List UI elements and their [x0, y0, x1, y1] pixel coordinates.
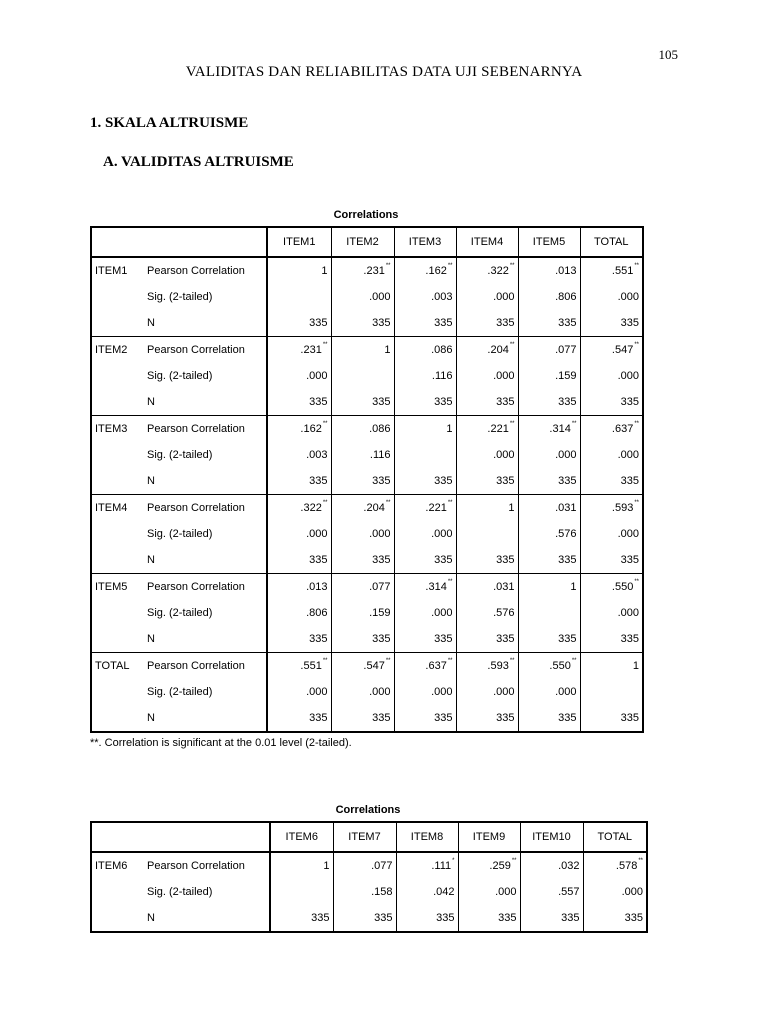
value-cell: 335: [580, 389, 643, 416]
value-cell: .000: [394, 600, 456, 626]
value-cell: 335: [518, 626, 580, 653]
value-cell: [267, 416, 331, 443]
value-cell: 335: [331, 547, 394, 574]
value-cell: 335: [458, 905, 520, 932]
coefficient-value: .111: [431, 860, 452, 872]
statistic-label: Pearson Correlation: [144, 653, 267, 680]
value-cell: [331, 337, 394, 364]
value-cell: [456, 653, 518, 680]
value-cell: .806: [267, 600, 331, 626]
coefficient-value: .314: [425, 581, 447, 593]
value-cell: .000: [580, 600, 643, 626]
value-cell: .000: [518, 442, 580, 468]
value-cell: .000: [331, 284, 394, 310]
value-cell: [270, 852, 333, 879]
value-cell: 335: [580, 705, 643, 732]
statistic-label: N: [144, 468, 267, 495]
significance-marker: **: [322, 342, 328, 348]
table-row: [91, 495, 643, 522]
significance-marker: **: [385, 500, 391, 506]
value-cell: .159: [331, 600, 394, 626]
value-cell: [580, 257, 643, 284]
significance-marker: **: [638, 858, 643, 864]
correlations-table-2: [90, 821, 648, 933]
significance-marker: *: [452, 858, 455, 864]
value-cell: .000: [267, 363, 331, 389]
row-variable-label: ITEM1: [91, 257, 144, 337]
table2-caption: Correlations: [335, 804, 401, 816]
table-corner-cell: [91, 822, 270, 852]
coefficient-value: 1: [384, 344, 391, 356]
table-row: [91, 310, 643, 337]
coefficient-value: 1: [570, 581, 577, 593]
coefficient-value: 1: [632, 660, 639, 672]
value-cell: .557: [520, 879, 583, 905]
statistic-label: Sig. (2-tailed): [144, 879, 270, 905]
coefficient-value: .162: [425, 265, 447, 277]
significance-marker: **: [571, 658, 577, 664]
value-cell: [580, 574, 643, 601]
row-variable-label: ITEM6: [91, 852, 144, 932]
coefficient-value: .322: [300, 502, 322, 514]
value-cell: [267, 574, 331, 601]
coefficient-value: .031: [555, 502, 577, 514]
column-header: ITEM7: [333, 822, 396, 852]
value-cell: 335: [456, 547, 518, 574]
coefficient-value: .221: [425, 502, 447, 514]
value-cell: [518, 600, 580, 626]
value-cell: 335: [580, 547, 643, 574]
value-cell: .000: [267, 521, 331, 547]
value-cell: [580, 679, 643, 705]
coefficient-value: .593: [611, 502, 634, 514]
value-cell: [394, 416, 456, 443]
significance-marker: **: [447, 579, 453, 585]
value-cell: .000: [580, 442, 643, 468]
value-cell: .000: [456, 679, 518, 705]
coefficient-value: .637: [611, 423, 634, 435]
coefficient-value: .547: [611, 344, 634, 356]
value-cell: 335: [267, 547, 331, 574]
table-row: [91, 705, 643, 732]
value-cell: .000: [580, 284, 643, 310]
value-cell: 335: [580, 626, 643, 653]
value-cell: [394, 257, 456, 284]
value-cell: .159: [518, 363, 580, 389]
value-cell: [456, 257, 518, 284]
coefficient-value: .578: [615, 860, 638, 872]
table-row: [91, 879, 647, 905]
row-variable-label: ITEM5: [91, 574, 144, 653]
value-cell: .000: [583, 879, 647, 905]
value-cell: 335: [518, 389, 580, 416]
coefficient-value: .231: [363, 265, 385, 277]
value-cell: [580, 337, 643, 364]
value-cell: [518, 574, 580, 601]
statistic-label: N: [144, 626, 267, 653]
table-row: [91, 389, 643, 416]
table-row: [91, 257, 643, 284]
statistic-label: Pearson Correlation: [144, 337, 267, 364]
statistic-label: Sig. (2-tailed): [144, 521, 267, 547]
statistic-label: Sig. (2-tailed): [144, 679, 267, 705]
coefficient-value: .077: [555, 344, 577, 356]
statistic-label: Pearson Correlation: [144, 416, 267, 443]
coefficient-value: .547: [363, 660, 385, 672]
statistic-label: Pearson Correlation: [144, 574, 267, 601]
value-cell: 335: [394, 389, 456, 416]
value-cell: [331, 257, 394, 284]
value-cell: 335: [394, 705, 456, 732]
value-cell: 335: [333, 905, 396, 932]
value-cell: [267, 284, 331, 310]
coefficient-value: 1: [508, 502, 515, 514]
value-cell: 335: [456, 389, 518, 416]
row-variable-label: ITEM3: [91, 416, 144, 495]
significance-marker: **: [509, 658, 515, 664]
table-row: [91, 905, 647, 932]
value-cell: .116: [394, 363, 456, 389]
value-cell: [583, 852, 647, 879]
column-header: ITEM8: [396, 822, 458, 852]
coefficient-value: .314: [549, 423, 571, 435]
value-cell: 335: [583, 905, 647, 932]
document-title: VALIDITAS DAN RELIABILITAS DATA UJI SEBENARNYA: [185, 64, 583, 80]
value-cell: 335: [267, 705, 331, 732]
significance-marker: **: [447, 658, 453, 664]
page-number: 105: [658, 47, 678, 62]
value-cell: 335: [267, 389, 331, 416]
table-row: [91, 626, 643, 653]
table1-footnote: **. Correlation is significant at the 0.01 level (2-tailed).: [90, 737, 352, 749]
value-cell: [394, 442, 456, 468]
value-cell: .576: [518, 521, 580, 547]
value-cell: .000: [456, 284, 518, 310]
table-row: [91, 363, 643, 389]
table1-caption: Correlations: [333, 209, 399, 221]
value-cell: 335: [267, 626, 331, 653]
coefficient-value: .013: [306, 581, 328, 593]
value-cell: [580, 495, 643, 522]
value-cell: .003: [394, 284, 456, 310]
value-cell: [518, 416, 580, 443]
coefficient-value: .013: [555, 265, 577, 277]
row-variable-label: ITEM4: [91, 495, 144, 574]
value-cell: [456, 416, 518, 443]
coefficient-value: .204: [363, 502, 385, 514]
value-cell: 335: [518, 468, 580, 495]
value-cell: [456, 574, 518, 601]
row-variable-label: TOTAL: [91, 653, 144, 733]
value-cell: [267, 653, 331, 680]
significance-marker: **: [634, 421, 639, 427]
value-cell: 335: [331, 310, 394, 337]
column-header: ITEM1: [267, 227, 331, 257]
coefficient-value: .086: [369, 423, 391, 435]
value-cell: 335: [518, 547, 580, 574]
value-cell: 335: [394, 547, 456, 574]
column-header: ITEM6: [270, 822, 333, 852]
coefficient-value: .551: [611, 265, 634, 277]
significance-marker: **: [322, 658, 328, 664]
value-cell: [331, 416, 394, 443]
subsection-heading: A. VALIDITAS ALTRUISME: [103, 154, 294, 170]
value-cell: 335: [520, 905, 583, 932]
column-header: ITEM3: [394, 227, 456, 257]
value-cell: [331, 495, 394, 522]
value-cell: .158: [333, 879, 396, 905]
value-cell: 335: [331, 705, 394, 732]
significance-marker: **: [634, 579, 639, 585]
value-cell: .000: [518, 679, 580, 705]
value-cell: [394, 495, 456, 522]
value-cell: 335: [394, 310, 456, 337]
table-row: [91, 416, 643, 443]
value-cell: [394, 653, 456, 680]
statistic-label: Pearson Correlation: [144, 495, 267, 522]
value-cell: .806: [518, 284, 580, 310]
significance-marker: **: [385, 658, 391, 664]
value-cell: [520, 852, 583, 879]
value-cell: [394, 337, 456, 364]
value-cell: [270, 879, 333, 905]
coefficient-value: .259: [489, 860, 511, 872]
value-cell: [394, 574, 456, 601]
significance-marker: **: [447, 500, 453, 506]
value-cell: 335: [267, 468, 331, 495]
coefficient-value: .231: [300, 344, 322, 356]
value-cell: .000: [456, 363, 518, 389]
coefficient-value: .550: [611, 581, 634, 593]
value-cell: 335: [270, 905, 333, 932]
coefficient-value: 1: [323, 860, 330, 872]
coefficient-value: .204: [487, 344, 509, 356]
significance-marker: **: [634, 263, 639, 269]
value-cell: [267, 337, 331, 364]
value-cell: 335: [456, 705, 518, 732]
value-cell: [331, 653, 394, 680]
table-row: [91, 284, 643, 310]
statistic-label: Sig. (2-tailed): [144, 363, 267, 389]
value-cell: [518, 257, 580, 284]
significance-marker: **: [385, 263, 391, 269]
coefficient-value: .322: [487, 265, 509, 277]
row-variable-label: ITEM2: [91, 337, 144, 416]
significance-marker: **: [509, 421, 515, 427]
value-cell: 335: [456, 310, 518, 337]
correlations-table-1: [90, 226, 644, 733]
column-header: ITEM4: [456, 227, 518, 257]
value-cell: .000: [331, 679, 394, 705]
statistic-label: Sig. (2-tailed): [144, 600, 267, 626]
statistic-label: Sig. (2-tailed): [144, 284, 267, 310]
value-cell: [456, 495, 518, 522]
coefficient-value: .593: [487, 660, 509, 672]
value-cell: .000: [331, 521, 394, 547]
coefficient-value: .086: [431, 344, 453, 356]
significance-marker: **: [634, 342, 639, 348]
column-header: ITEM9: [458, 822, 520, 852]
value-cell: [331, 363, 394, 389]
table-row: [91, 852, 647, 879]
value-cell: [396, 852, 458, 879]
significance-marker: **: [322, 421, 328, 427]
significance-marker: **: [447, 263, 453, 269]
value-cell: [458, 852, 520, 879]
column-header: TOTAL: [580, 227, 643, 257]
statistic-label: N: [144, 905, 270, 932]
value-cell: 335: [518, 310, 580, 337]
value-cell: [580, 653, 643, 680]
value-cell: .000: [580, 521, 643, 547]
table-row: [91, 653, 643, 680]
value-cell: [456, 337, 518, 364]
table-row: [91, 521, 643, 547]
column-header: ITEM5: [518, 227, 580, 257]
value-cell: .000: [580, 363, 643, 389]
value-cell: .003: [267, 442, 331, 468]
table-row: [91, 679, 643, 705]
value-cell: [267, 257, 331, 284]
table-row: [91, 337, 643, 364]
statistic-label: N: [144, 310, 267, 337]
statistic-label: N: [144, 705, 267, 732]
table-row: [91, 600, 643, 626]
coefficient-value: .221: [487, 423, 509, 435]
table-row: [91, 547, 643, 574]
value-cell: 335: [331, 389, 394, 416]
value-cell: 335: [331, 626, 394, 653]
section-heading: 1. SKALA ALTRUISME: [90, 115, 249, 131]
statistic-label: Sig. (2-tailed): [144, 442, 267, 468]
value-cell: .000: [394, 521, 456, 547]
value-cell: .042: [396, 879, 458, 905]
value-cell: .116: [331, 442, 394, 468]
value-cell: 335: [267, 310, 331, 337]
value-cell: [518, 337, 580, 364]
value-cell: [518, 653, 580, 680]
value-cell: .000: [456, 442, 518, 468]
coefficient-value: .550: [549, 660, 571, 672]
statistic-label: Pearson Correlation: [144, 257, 267, 284]
value-cell: [456, 521, 518, 547]
table-corner-cell: [91, 227, 267, 257]
value-cell: 335: [518, 705, 580, 732]
significance-marker: **: [511, 858, 517, 864]
table-row: [91, 442, 643, 468]
statistic-label: N: [144, 389, 267, 416]
value-cell: 335: [580, 468, 643, 495]
column-header: ITEM2: [331, 227, 394, 257]
significance-marker: **: [509, 342, 515, 348]
significance-marker: **: [322, 500, 328, 506]
column-header: TOTAL: [583, 822, 647, 852]
value-cell: [518, 495, 580, 522]
value-cell: 335: [456, 626, 518, 653]
coefficient-value: .162: [300, 423, 322, 435]
table-row: [91, 574, 643, 601]
significance-marker: **: [634, 500, 639, 506]
value-cell: [267, 495, 331, 522]
value-cell: 335: [396, 905, 458, 932]
coefficient-value: .551: [300, 660, 322, 672]
coefficient-value: 1: [321, 265, 328, 277]
coefficient-value: .077: [369, 581, 391, 593]
statistic-label: Pearson Correlation: [144, 852, 270, 879]
value-cell: .000: [267, 679, 331, 705]
coefficient-value: .031: [493, 581, 515, 593]
significance-marker: **: [509, 263, 515, 269]
value-cell: 335: [394, 626, 456, 653]
value-cell: .000: [458, 879, 520, 905]
table-row: [91, 468, 643, 495]
value-cell: [331, 574, 394, 601]
value-cell: [333, 852, 396, 879]
coefficient-value: .637: [425, 660, 447, 672]
value-cell: .000: [394, 679, 456, 705]
value-cell: 335: [456, 468, 518, 495]
value-cell: 335: [394, 468, 456, 495]
coefficient-value: .077: [371, 860, 393, 872]
column-header: ITEM10: [520, 822, 583, 852]
coefficient-value: .032: [558, 860, 580, 872]
value-cell: 335: [580, 310, 643, 337]
value-cell: [580, 416, 643, 443]
coefficient-value: 1: [446, 423, 453, 435]
value-cell: 335: [331, 468, 394, 495]
value-cell: .576: [456, 600, 518, 626]
significance-marker: **: [571, 421, 577, 427]
statistic-label: N: [144, 547, 267, 574]
